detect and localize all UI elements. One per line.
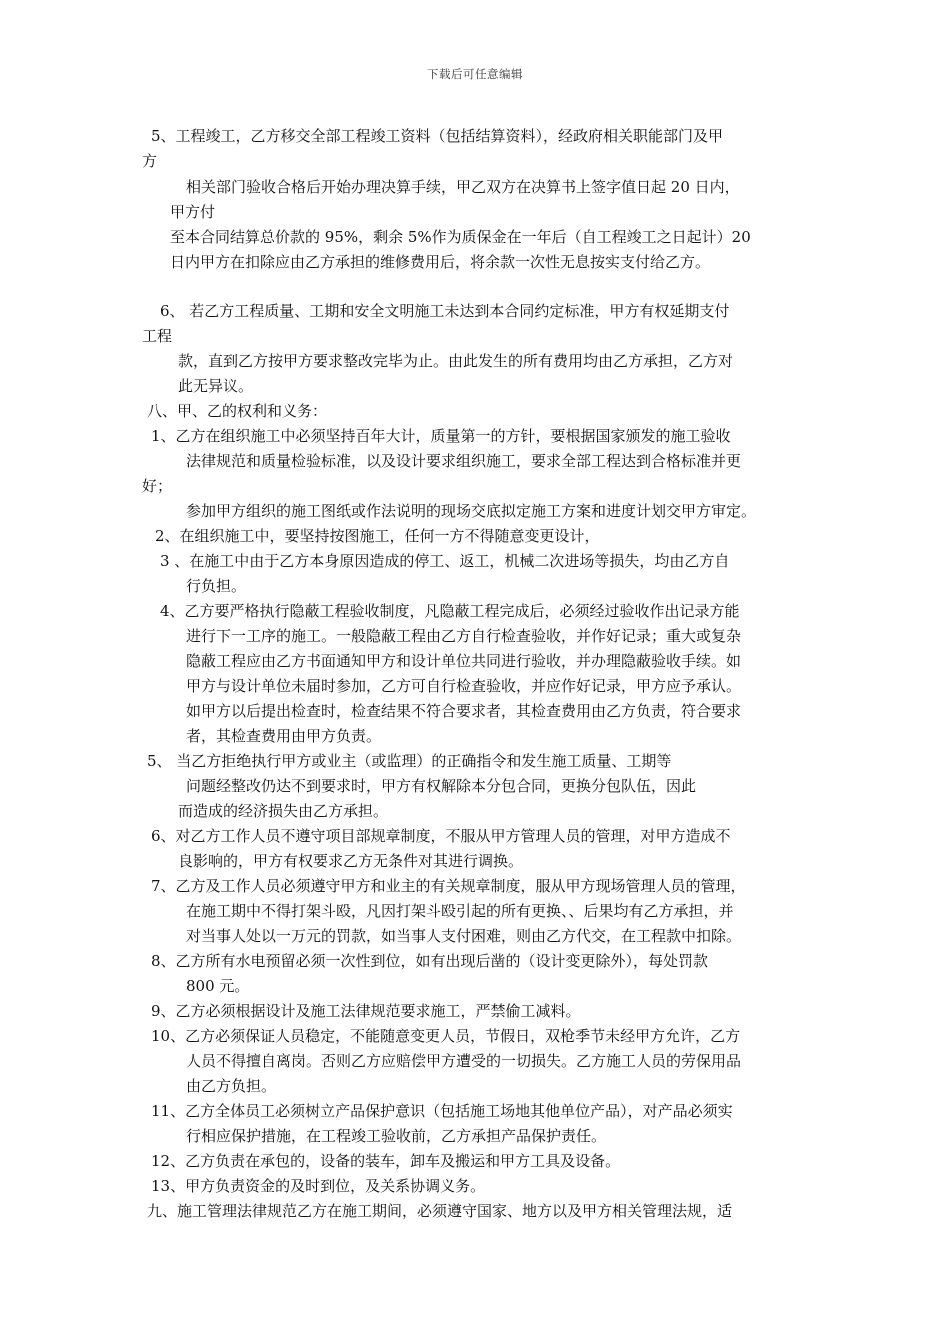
text-line: 而造成的经济损失由乙方承担。 xyxy=(178,802,389,820)
section-heading: 八、甲、乙的权利和义务： xyxy=(147,402,328,420)
text-line: 7、乙方及工作人员必须遵守甲方和业主的有关规章制度，服从甲方现场管理人员的管理， xyxy=(151,877,746,895)
page-header: 下载后可任意编辑 xyxy=(427,67,523,81)
text-line: 4、乙方要严格执行隐蔽工程验收制度，凡隐蔽工程完成后，必须经过验收作出记录方能 xyxy=(160,602,740,620)
text-line: 款，直到乙方按甲方要求整改完毕为止。由此发生的所有费用均由乙方承担，乙方对 xyxy=(178,352,734,370)
text-line: 13、甲方负责资金的及时到位，及关系协调义务。 xyxy=(151,1177,486,1195)
text-line: 1、乙方在组织施工中必须坚持百年大计，质量第一的方针，要根据国家颁发的施工验收 xyxy=(151,427,731,445)
text-line: 人员不得擅自离岗。否则乙方应赔偿甲方遭受的一切损失。乙方施工人员的劳保用品 xyxy=(186,1052,742,1070)
text-line: 参加甲方组织的施工图纸或作法说明的现场交底拟定施工方案和进度计划交甲方审定。 xyxy=(186,502,757,520)
text-line: 在施工期中不得打架斗殴，凡因打架斗殴引起的所有更换、、后果均有乙方承担，并 xyxy=(186,902,734,920)
text-line: 8、乙方所有水电预留必须一次性到位，如有出现后凿的（设计变更除外），每处罚款 xyxy=(151,952,709,970)
text-line: 行负担。 xyxy=(186,577,247,595)
text-line: 对当事人处以一万元的罚款，如当事人支付困难，则由乙方代交，在工程款中扣除。 xyxy=(186,927,742,945)
section-heading: 九、施工管理法律规范乙方在施工期间，必须遵守国家、地方以及甲方相关管理法规，适 xyxy=(147,1202,733,1220)
text-line: 行相应保护措施，在工程竣工验收前，乙方承担产品保护责任。 xyxy=(186,1127,607,1145)
text-line: 此无异议。 xyxy=(178,377,254,395)
text-line: 如甲方以后提出检查时，检查结果不符合要求者，其检查费用由乙方负责，符合要求 xyxy=(186,702,742,720)
text-line: 进行下一工序的施工。一般隐蔽工程由乙方自行检查验收，并作好记录；重大或复杂 xyxy=(186,627,742,645)
text-line: 甲方付 xyxy=(170,203,216,221)
text-line: 11、乙方全体员工必须树立产品保护意识（包括施工场地其他单位产品），对产品必须实 xyxy=(151,1102,733,1120)
text-line: 者，其检查费用由甲方负责。 xyxy=(186,727,382,745)
text-line: 6、 若乙方工程质量、工期和安全文明施工未达到本合同约定标准，甲方有权延期支付 xyxy=(160,302,730,320)
text-line: 9、乙方必须根据设计及施工法律规范要求施工，严禁偷工减料。 xyxy=(151,1002,581,1020)
text-line: 12、乙方负责在承包的，设备的装车，卸车及搬运和甲方工具及设备。 xyxy=(151,1152,621,1170)
text-line: 工程 xyxy=(142,327,173,345)
text-line: 甲方与设计单位未届时参加，乙方可自行检查验收，并应作好记录，甲方应予承认。 xyxy=(186,677,742,695)
text-line: 10、乙方必须保证人员稳定，不能随意变更人员，节假日，双枪季节未经甲方允许，乙方 xyxy=(151,1027,741,1045)
text-line: 2、在组织施工中，要坚持按图施工，任何一方不得随意变更设计， xyxy=(155,527,600,545)
text-line: 5、工程竣工，乙方移交全部工程竣工资料（包括结算资料），经政府相关职能部门及甲 xyxy=(151,127,724,145)
text-line: 800 元。 xyxy=(186,977,250,995)
text-line: 5、 当乙方拒绝执行甲方或业主（或监理）的正确指令和发生施工质量、工期等 xyxy=(147,752,672,770)
text-line: 隐蔽工程应由乙方书面通知甲方和设计单位共同进行验收，并办理隐蔽验收手续。如 xyxy=(186,652,742,670)
text-line: 日内甲方在扣除应由乙方承担的维修费用后，将余款一次性无息按实支付给乙方。 xyxy=(170,253,711,271)
text-line: 至本合同结算总价款的 95%，剩余 5%作为质保金在一年后（自工程竣工之日起计）20 xyxy=(170,228,751,246)
text-line: 6、对乙方工作人员不遵守项目部规章制度，不服从甲方管理人员的管理，对甲方造成不 xyxy=(151,827,731,845)
text-line: 良影响的，甲方有权要求乙方无条件对其进行调换。 xyxy=(178,852,524,870)
text-line: 问题经整改仍达不到要求时，甲方有权解除本分包合同，更换分包队伍，因此 xyxy=(186,777,697,795)
text-line: 好； xyxy=(142,477,173,495)
text-line: 3 、在施工中由于乙方本身原因造成的停工、返工，机械二次进场等损失，均由乙方自 xyxy=(160,552,730,570)
text-line: 法律规范和质量检验标准，以及设计要求组织施工，要求全部工程达到合格标准并更 xyxy=(186,452,742,470)
text-line: 相关部门验收合格后开始办理决算手续，甲乙双方在决算书上签字值日起 20 日内， xyxy=(186,178,740,196)
text-line: 方 xyxy=(142,152,158,170)
text-line: 由乙方负担。 xyxy=(186,1077,277,1095)
